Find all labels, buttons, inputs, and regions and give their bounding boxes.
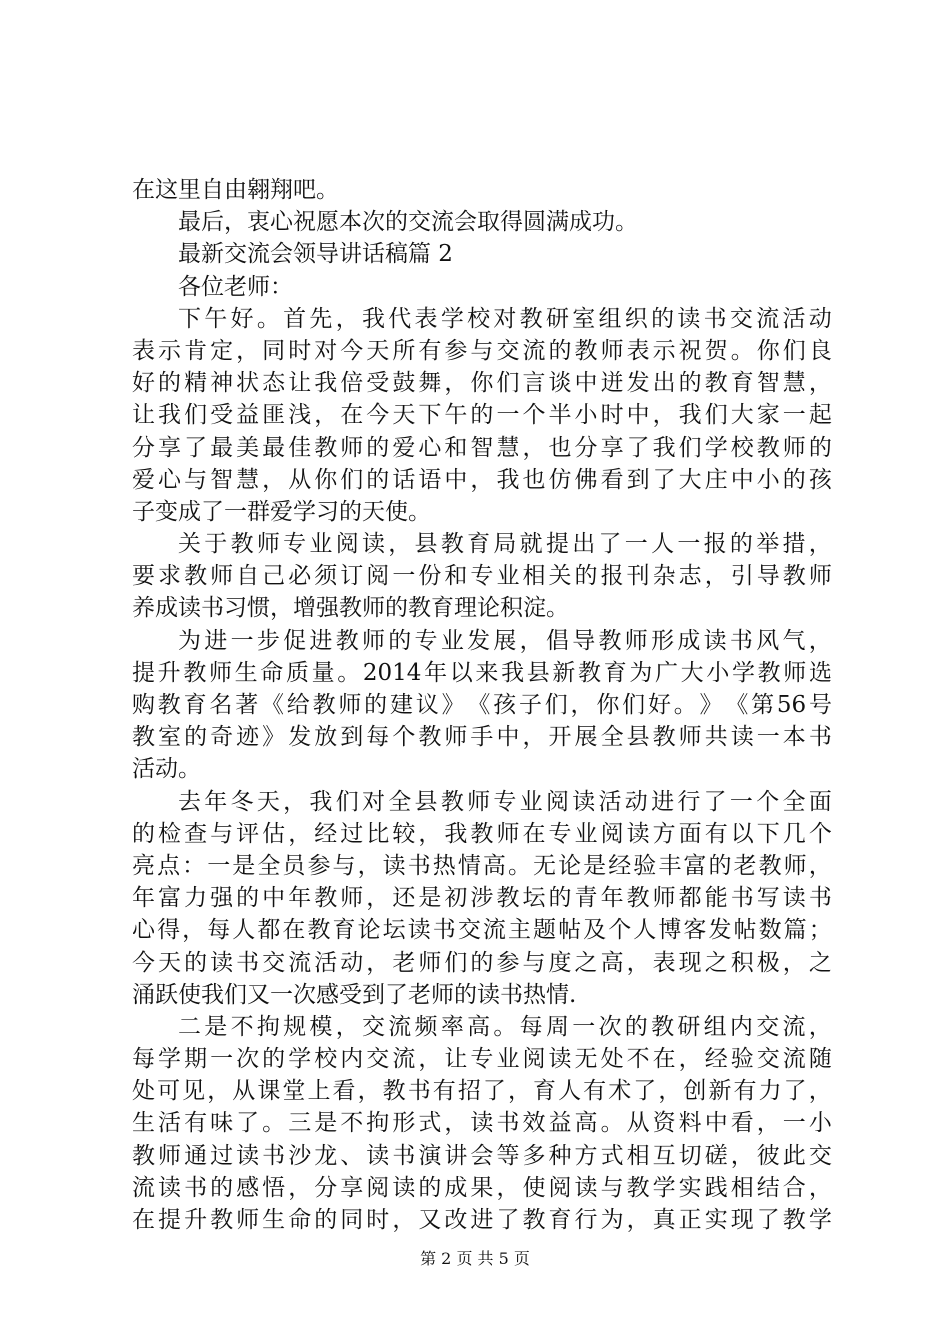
- paragraph: [132, 174, 832, 206]
- paragraph: [132, 303, 832, 528]
- text-line: 流 读 书 的 感 悟 ， 分 享 阅 读 的 成 果 ， 使 阅 读 与 教 学 实 践 相 结 合 ，: [132, 1174, 832, 1201]
- text-line: 爱 心 与 智 慧 ， 从 你 们 的 话 语 中 ， 我 也 仿 佛 看 到 了 大 庄 中 小 的 孩: [132, 466, 832, 493]
- text-line: 各位老师：: [178, 273, 293, 300]
- text-line: 表 示 肯 定 ， 同 时 对 今 天 所 有 参 与 交 流 的 教 师 表 示 祝 贺 。 你 们 良: [132, 337, 832, 364]
- paragraph: [132, 625, 832, 786]
- text-line: 在 提 升 教 师 生 命 的 同 时 ， 又 改 进 了 教 育 行 为 ， 真 正 实 现 了 教 学: [132, 1207, 832, 1233]
- text-line: 最新交流会领导讲话稿篇 2: [178, 241, 453, 268]
- text-line: 教 师 通 过 读 书 沙 龙 、 读 书 演 讲 会 等 多 种 方 式 相 互 切 磋 ， 彼 此 交: [132, 1142, 832, 1169]
- paragraph: [132, 238, 832, 270]
- paragraph: [132, 271, 832, 303]
- text-line: 心 得 ， 每 人 都 在 教 育 论 坛 读 书 交 流 主 题 帖 及 个 人 博 客 发 帖 数 篇 ；: [132, 917, 832, 944]
- text-line: 去 年 冬 天 ， 我 们 对 全 县 教 师 专 业 阅 读 活 动 进 行 了 一 个 全 面: [178, 788, 832, 815]
- text-line: 要 求 教 师 自 己 必 须 订 阅 一 份 和 专 业 相 关 的 报 刊 杂 志 ， 引 导 教 师: [132, 563, 832, 590]
- text-line: 提 升 教 师 生 命 质 量 。 2014 年 以 来 我 县 新 教 育 为 广 大 小 学 教 师 选: [132, 659, 832, 686]
- paragraph: [132, 786, 832, 1011]
- text-line: 二 是 不 拘 规 模 ， 交 流 频 率 高 。 每 周 一 次 的 教 研 组 内 交 流 ，: [178, 1013, 832, 1040]
- paragraph: [132, 206, 832, 238]
- text-line: 分 享 了 最 美 最 佳 教 师 的 爱 心 和 智 慧 ， 也 分 享 了 我 们 学 校 教 师 的: [132, 434, 832, 461]
- text-line: 在这里自由翱翔吧。: [132, 177, 339, 203]
- text-line: 年 富 力 强 的 中 年 教 师 ， 还 是 初 涉 教 坛 的 青 年 教 师 都 能 书 写 读 书: [132, 885, 832, 912]
- text-line: 养成读书习惯，增强教师的教育理论积淀。: [132, 595, 569, 622]
- text-line: 教 室 的 奇 迹 》 发 放 到 每 个 教 师 手 中 ， 开 展 全 县 教 师 共 读 一 本 书: [132, 724, 832, 751]
- text-line: 生 活 有 味 了 。 三 是 不 拘 形 式 ， 读 书 效 益 高 。 从 资 料 中 看 ， 一 小: [132, 1110, 832, 1137]
- text-line: 为 进 一 步 促 进 教 师 的 专 业 发 展 ， 倡 导 教 师 形 成 读 书 风 气 ，: [178, 627, 832, 654]
- text-line: 关 于 教 师 专 业 阅 读 ， 县 教 育 局 就 提 出 了 一 人 一 报 的 举 措 ，: [178, 531, 832, 558]
- text-line: 亮 点 ： 一 是 全 员 参 与 ， 读 书 热 情 高 。 无 论 是 经 验 丰 富 的 老 教 师 ，: [132, 852, 832, 879]
- document-body: [132, 174, 832, 1236]
- text-line: 下 午 好 。 首 先 ， 我 代 表 学 校 对 教 研 室 组 织 的 读 书 交 流 活 动: [178, 305, 832, 332]
- text-line: 涌跃使我们又一次感受到了老师的读书热情.: [132, 981, 577, 1008]
- text-line: 子变成了一群爱学习的天使。: [132, 498, 431, 525]
- text-line: 今 天 的 读 书 交 流 活 动 ， 老 师 们 的 参 与 度 之 高 ， 表 现 之 积 极 ， 之: [132, 949, 832, 976]
- text-line: 好 的 精 神 状 态 让 我 倍 受 鼓 舞 ， 你 们 言 谈 中 迸 发 出 的 教 育 智 慧 ，: [132, 370, 832, 397]
- paragraph: [132, 1011, 832, 1236]
- text-line: 最后，衷心祝愿本次的交流会取得圆满成功。: [178, 209, 638, 236]
- page-footer: 第 2 页 共 5 页: [420, 1249, 530, 1268]
- text-line: 处 可 见 ， 从 课 堂 上 看 ， 教 书 有 招 了 ， 育 人 有 术 了 ， 创 新 有 力 了 ，: [132, 1078, 832, 1105]
- text-line: 让 我 们 受 益 匪 浅 ， 在 今 天 下 午 的 一 个 半 小 时 中 ， 我 们 大 家 一 起: [132, 402, 832, 429]
- text-line: 购 教 育 名 著 《 给 教 师 的 建 议 》 《 孩 子 们 ， 你 们 好 。 》 《 第 56 号: [132, 692, 832, 718]
- paragraph: [132, 528, 832, 625]
- text-line: 每 学 期 一 次 的 学 校 内 交 流 ， 让 专 业 阅 读 无 处 不 在 ， 经 验 交 流 随: [132, 1046, 832, 1073]
- text-line: 的 检 查 与 评 估 ， 经 过 比 较 ， 我 教 师 在 专 业 阅 读 方 面 有 以 下 几 个: [132, 820, 832, 847]
- text-line: 活动。: [132, 756, 201, 783]
